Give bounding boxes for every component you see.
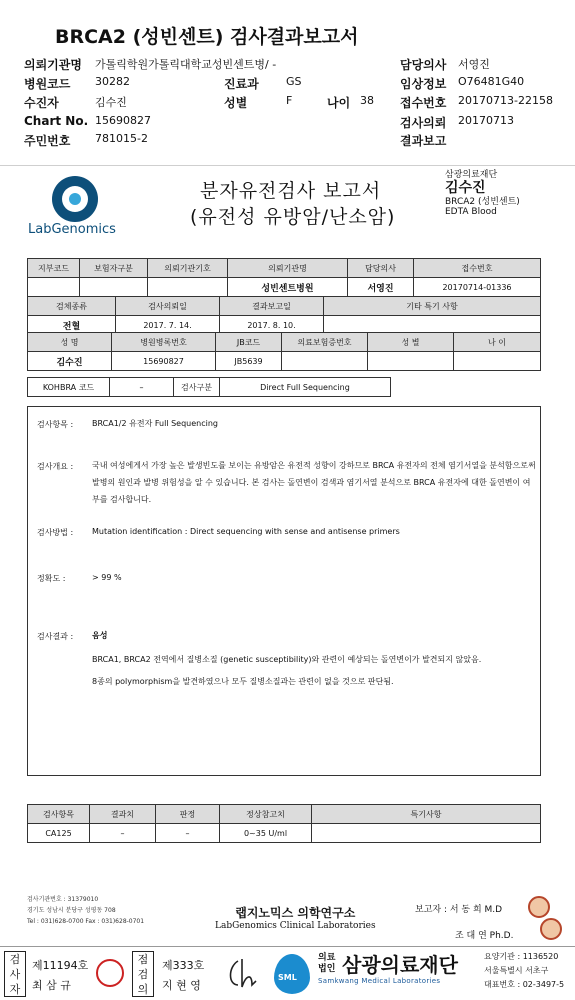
checker-reg: 제333호 bbox=[162, 959, 205, 972]
value-doctor: 서영진 bbox=[458, 58, 490, 71]
value-request-date: 20170713 bbox=[458, 114, 514, 127]
result-header-row bbox=[28, 805, 541, 824]
method-section-label: 검사방법 : bbox=[37, 528, 74, 537]
value-hospital-code: 30282 bbox=[95, 75, 130, 88]
th-branch-code: 지부코드 bbox=[28, 259, 80, 278]
corp-label-2: 법인 bbox=[318, 964, 336, 974]
director-seal-icon bbox=[540, 918, 562, 940]
org-address: 서울특별시 서초구 bbox=[484, 966, 549, 975]
header-row-5 bbox=[0, 132, 575, 150]
label-test: BRCA2 (성빈센트) bbox=[445, 197, 520, 207]
reporter: 보고자 : 서 동 희 M.D bbox=[415, 905, 503, 915]
td-request-date: 2017. 7. 14. bbox=[116, 316, 220, 335]
td-accession: 20170714-01336 bbox=[414, 278, 541, 297]
institution-address: 경기도 성남시 분당구 성평동 708 bbox=[27, 907, 116, 914]
inspector-box bbox=[4, 951, 26, 997]
labgenomics-logo-icon bbox=[52, 176, 98, 222]
checker-box bbox=[132, 951, 154, 997]
value-patient: 김수진 bbox=[95, 96, 127, 109]
th-judgement: 판정 bbox=[156, 805, 220, 824]
inspector-name: 최 삼 규 bbox=[32, 979, 71, 992]
institution-info bbox=[27, 894, 144, 927]
label-patient-name: 김수진 bbox=[445, 180, 486, 196]
th-reference: 정상참고치 bbox=[220, 805, 312, 824]
label-chart-no: Chart No. bbox=[24, 114, 89, 128]
patient-value-row bbox=[28, 352, 541, 371]
report-body bbox=[27, 406, 541, 776]
checker-char-1: 점 bbox=[137, 952, 149, 966]
checker-char-2: 검 bbox=[137, 967, 149, 981]
inspector-char-1: 검 bbox=[9, 952, 21, 966]
td-doctor: 서영진 bbox=[348, 278, 414, 297]
institution-phone: Tel : 031)628-0700 Fax : 031)628-0701 bbox=[27, 918, 145, 925]
td-insurance-no bbox=[282, 352, 368, 371]
patient-header-row bbox=[28, 333, 541, 352]
checker-name: 지 현 영 bbox=[162, 979, 201, 992]
td-insurance bbox=[80, 278, 148, 297]
label-request-date: 검사의뢰 bbox=[400, 116, 447, 130]
th-age: 나 이 bbox=[454, 333, 541, 352]
doc-subtitle: (유전성 유방암/난소암) bbox=[190, 206, 396, 228]
label-sex: 성별 bbox=[224, 96, 248, 110]
logo-name: LabGenomics bbox=[28, 222, 116, 237]
result-table bbox=[27, 804, 541, 843]
corp-label-1: 의료 bbox=[318, 953, 336, 963]
result-line-2: 8종의 polymorphism을 발견하였으나 모두 질병소질과는 관련이 없을 것으로 판단됨. bbox=[92, 677, 394, 686]
kohbra-value: – bbox=[110, 378, 174, 396]
method-label: 검사구분 bbox=[174, 378, 220, 396]
label-department: 진료과 bbox=[224, 77, 259, 91]
report-title: BRCA2 (성빈센트) 검사결과보고서 bbox=[55, 26, 359, 48]
th-accession: 접수번호 bbox=[414, 259, 541, 278]
td-age bbox=[454, 352, 541, 371]
method-section-text: Mutation identification : Direct sequencing with sense and antisense primers bbox=[92, 527, 400, 536]
th-sex: 성 별 bbox=[368, 333, 454, 352]
result-value-row bbox=[28, 824, 541, 843]
td-inst-name: 성빈센트병원 bbox=[228, 278, 348, 297]
th-hospital-record: 병원병록번호 bbox=[112, 333, 216, 352]
td-judgement: – bbox=[156, 824, 220, 843]
label-hospital-code: 병원코드 bbox=[24, 77, 71, 91]
header-row-4 bbox=[0, 114, 575, 132]
inspector-char-3: 자 bbox=[9, 982, 21, 996]
info-header-row-1 bbox=[28, 259, 541, 278]
header-row-3 bbox=[0, 94, 575, 112]
accuracy-text: > 99 % bbox=[92, 573, 122, 582]
th-test-item: 검사항목 bbox=[28, 805, 90, 824]
value-resident-no: 781015-2 bbox=[95, 132, 148, 145]
org-tel: 대표번호 : 02-3497-5 bbox=[484, 980, 565, 989]
item-text: BRCA1/2 유전자 Full Sequencing bbox=[92, 419, 218, 428]
th-report-date: 결과보고일 bbox=[220, 297, 324, 316]
overview-text: 국내 여성에게서 가장 높은 발생빈도를 보이는 유방암은 유전적 성향이 강하므로 BRCA 유전자의 전체 염기서열을 분석함으로써 발병의 원인과 발병 위험성을 알 수 있습니다. 본 검사는 돌연변이 검색과 염기서열 분석으로 BRCA 유전자에 대한 돌연변이 여부를 검사합니다. bbox=[92, 461, 536, 504]
accuracy-label: 정확도 : bbox=[37, 574, 66, 583]
th-specimen-type: 검체종류 bbox=[28, 297, 116, 316]
th-inst-symbol: 의뢰기관기호 bbox=[148, 259, 228, 278]
institution-name-ko: 랩지노믹스 의학연구소 bbox=[235, 906, 356, 920]
item-label: 검사항목 : bbox=[37, 420, 74, 429]
license-number: 검사기관번호 : 31379010 bbox=[27, 896, 99, 903]
corp-label bbox=[318, 953, 335, 975]
td-sex bbox=[368, 352, 454, 371]
th-remarks: 기타 특기 사항 bbox=[324, 297, 541, 316]
value-clinical-info: O76481G40 bbox=[458, 75, 525, 88]
doc-title: 분자유전검사 보고서 bbox=[200, 180, 382, 202]
inspector-char-2: 사 bbox=[9, 967, 21, 981]
org-name-ko: 삼광의료재단 bbox=[342, 953, 458, 977]
td-reference: 0~35 U/ml bbox=[220, 824, 312, 843]
kohbra-row bbox=[27, 377, 391, 397]
inspector-seal-icon bbox=[96, 959, 124, 987]
sml-logo bbox=[270, 951, 314, 995]
label-specimen: EDTA Blood bbox=[445, 207, 497, 217]
info-value-row-1 bbox=[28, 278, 541, 297]
label-result-report: 결과보고 bbox=[400, 134, 447, 148]
overview-label: 검사개요 : bbox=[37, 462, 74, 471]
td-inst-symbol bbox=[148, 278, 228, 297]
td-test-item: CA125 bbox=[28, 824, 90, 843]
label-doctor: 담당의사 bbox=[400, 58, 447, 72]
td-hospital-record: 15690827 bbox=[112, 352, 216, 371]
org-name-en: Samkwang Medical Laboratories bbox=[318, 977, 441, 985]
label-age: 나이 bbox=[327, 96, 351, 110]
info-table bbox=[27, 258, 541, 297]
bottom-strip bbox=[0, 946, 575, 1000]
th-inst-name: 의뢰기관명 bbox=[228, 259, 348, 278]
value-accession: 20170713-22158 bbox=[458, 94, 553, 107]
header-row-1 bbox=[0, 56, 575, 74]
td-jb-code: JB5639 bbox=[216, 352, 282, 371]
th-doctor: 담당의사 bbox=[348, 259, 414, 278]
th-name: 성 명 bbox=[28, 333, 112, 352]
label-accession: 접수번호 bbox=[400, 96, 447, 110]
facility-code: 요양기관 : 1136520 bbox=[484, 952, 559, 961]
value-department: GS bbox=[286, 75, 302, 88]
th-jb-code: JB코드 bbox=[216, 333, 282, 352]
result-label: 검사결과 : bbox=[37, 632, 74, 641]
value-chart-no: 15690827 bbox=[95, 114, 151, 127]
value-sex: F bbox=[286, 94, 293, 107]
kohbra-label: KOHBRA 코드 bbox=[28, 378, 110, 396]
checker-char-3: 의 bbox=[137, 982, 149, 996]
th-notes: 특기사항 bbox=[312, 805, 541, 824]
th-request-date: 검사의뢰일 bbox=[116, 297, 220, 316]
labgenomics-logo bbox=[28, 176, 128, 236]
signature-icon bbox=[224, 955, 260, 991]
director: 조 대 연 Ph.D. bbox=[455, 931, 514, 941]
specimen-label bbox=[445, 170, 555, 217]
th-insurance-no: 의료보험증번호 bbox=[282, 333, 368, 352]
value-institution: 가톨릭학원가톨릭대학교성빈센트병/ - bbox=[95, 58, 277, 71]
td-name: 김수진 bbox=[28, 352, 112, 371]
header-row-2 bbox=[0, 75, 575, 93]
signatures bbox=[415, 897, 513, 946]
report-header bbox=[0, 0, 575, 166]
result-line-1: BRCA1, BRCA2 전역에서 질병소질 (genetic susceptibility)와 관련이 예상되는 돌연변이가 발견되지 않았음. bbox=[92, 655, 482, 664]
label-clinical-info: 임상정보 bbox=[400, 77, 447, 91]
td-branch-code bbox=[28, 278, 80, 297]
reporter-seal-icon bbox=[528, 896, 550, 918]
value-age: 38 bbox=[360, 94, 374, 107]
label-institution: 의뢰기관명 bbox=[24, 58, 82, 72]
td-result-value: – bbox=[90, 824, 156, 843]
th-insurance: 보험자구분 bbox=[80, 259, 148, 278]
sml-logo-text: SML bbox=[278, 973, 297, 982]
td-specimen-type: 전혈 bbox=[28, 316, 116, 335]
label-org: 삼광의료재단 bbox=[445, 170, 498, 180]
label-patient: 수진자 bbox=[24, 96, 59, 110]
institution-name-en: LabGenomics Clinical Laboratories bbox=[215, 921, 376, 931]
institution-name bbox=[215, 904, 376, 931]
inspector-reg: 제11194호 bbox=[32, 959, 89, 972]
td-report-date: 2017. 8. 10. bbox=[220, 316, 324, 335]
th-result-value: 결과치 bbox=[90, 805, 156, 824]
specimen-table bbox=[27, 296, 541, 335]
specimen-header-row bbox=[28, 297, 541, 316]
patient-table bbox=[27, 332, 541, 371]
label-resident-no: 주민번호 bbox=[24, 134, 71, 148]
method-value: Direct Full Sequencing bbox=[260, 382, 350, 392]
td-notes bbox=[312, 824, 541, 843]
scanned-report bbox=[0, 166, 575, 946]
result-text: 음성 bbox=[92, 631, 108, 640]
